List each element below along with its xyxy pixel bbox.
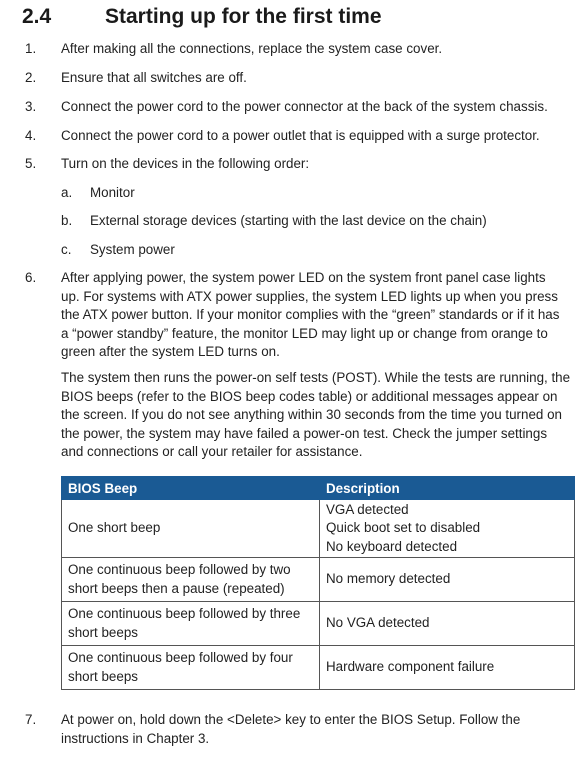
step-number: 3. <box>25 99 37 114</box>
beep-cell: One continuous beep followed by three short beeps <box>62 602 320 646</box>
post-paragraph: The system then runs the power-on self tests (POST). While the tests are running, the BIOS beeps (refer to the BIOS beep codes table) or additional messages appear on the screen. If you do not see anything within 30 seconds from the time you turned on the power, the system may have failed a power-on test. Check the jumper settings and connections or call your retailer for assistance. <box>61 370 571 459</box>
bios-beep-table <box>61 476 575 690</box>
step-text: After making all the connections, replace the system case cover. <box>61 41 443 56</box>
table-row <box>62 500 575 558</box>
substep-text: System power <box>90 242 175 257</box>
beep-cell: One continuous beep followed by four short beeps <box>62 646 320 690</box>
substep-letter: c. <box>61 242 72 257</box>
substep-letter: b. <box>61 213 73 228</box>
section-number: 2.4 <box>22 5 52 28</box>
step-number: 5. <box>25 156 37 171</box>
step-number: 2. <box>25 70 37 85</box>
description-cell: VGA detected Quick boot set to disabled No keyboard detected <box>320 500 575 558</box>
beep-cell: One short beep <box>62 500 320 558</box>
substep-letter: a. <box>61 185 73 200</box>
table-row <box>62 558 575 602</box>
table-row <box>62 646 575 690</box>
table-header-row <box>62 477 575 500</box>
step-text: At power on, hold down the <Delete> key to enter the BIOS Setup. Follow the instructions in Chapter 3. <box>61 712 521 746</box>
table-row <box>62 602 575 646</box>
substep-text: Monitor <box>90 185 135 200</box>
step-number: 4. <box>25 128 37 143</box>
step-number: 6. <box>25 270 37 285</box>
step-number: 1. <box>25 41 37 56</box>
column-header-bios-beep: BIOS Beep <box>62 477 320 500</box>
description-cell: Hardware component failure <box>320 646 575 690</box>
section-title: Starting up for the first time <box>105 5 382 28</box>
column-header-description: Description <box>320 477 575 500</box>
beep-cell: One continuous beep followed by two short beeps then a pause (repeated) <box>62 558 320 602</box>
substep-text: External storage devices (starting with the last device on the chain) <box>90 213 487 228</box>
step-number: 7. <box>25 712 37 727</box>
step-text: Connect the power cord to a power outlet that is equipped with a surge protector. <box>61 128 540 143</box>
step-text: Connect the power cord to the power connector at the back of the system chassis. <box>61 99 548 114</box>
step-text: Turn on the devices in the following order: <box>61 156 310 171</box>
step-text: After applying power, the system power LED on the system front panel case lights up. For systems with ATX power supplies, the system LED lights up when you press the ATX power button. If your monitor complies with the “green” standards or if it has a “power standby” feature, the monitor LED may light up or change from orange to green after the system LED turns on. <box>61 270 560 359</box>
description-cell: No VGA detected <box>320 602 575 646</box>
step-text: Ensure that all switches are off. <box>61 70 247 85</box>
description-cell: No memory detected <box>320 558 575 602</box>
